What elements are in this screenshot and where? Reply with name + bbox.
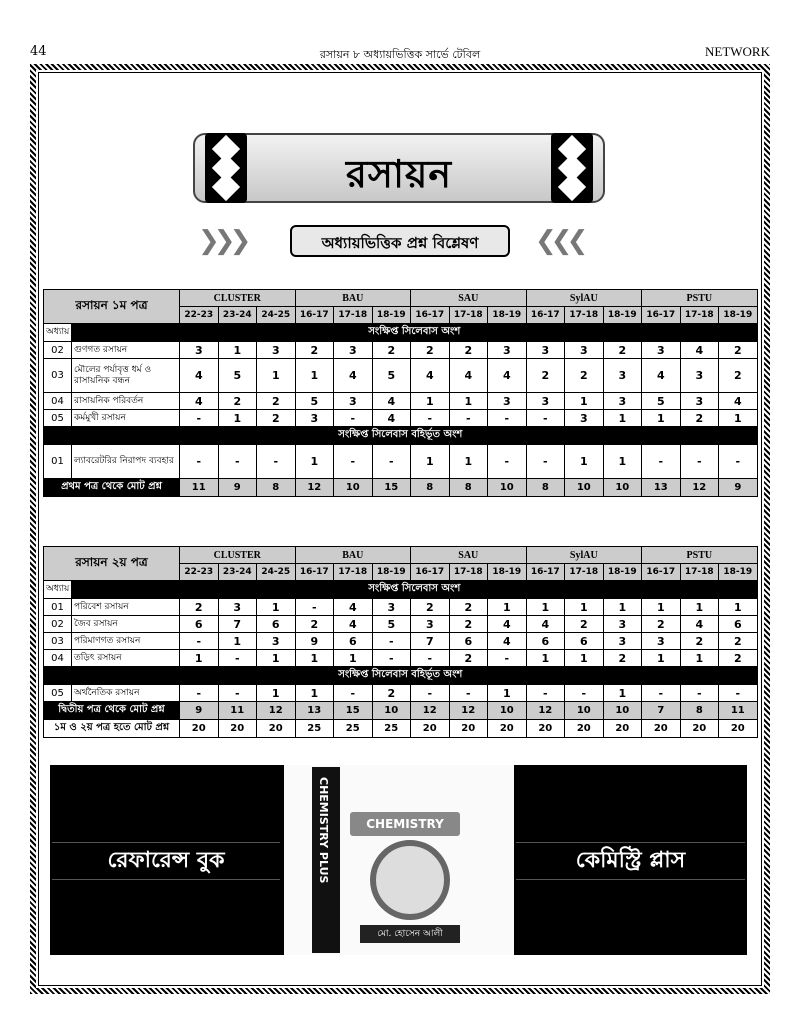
session-header: 17-18 — [334, 564, 373, 581]
question-count: 7 — [218, 616, 257, 633]
session-header: 16-17 — [295, 307, 334, 324]
question-count: 2 — [719, 633, 758, 650]
section-heading: সংক্ষিপ্ত সিলেবাস অংশ — [72, 581, 758, 599]
question-count: 4 — [642, 359, 681, 393]
session-header: 17-18 — [565, 564, 604, 581]
table-row — [44, 410, 758, 427]
grand-total-count: 20 — [680, 720, 719, 738]
session-header: 17-18 — [565, 307, 604, 324]
table-row — [44, 685, 758, 702]
cover-title: CHEMISTRY — [350, 812, 460, 836]
total-count: 10 — [565, 479, 604, 497]
question-count: 6 — [565, 633, 604, 650]
question-count: 1 — [411, 445, 450, 479]
chapter-number: 05 — [44, 410, 72, 427]
question-count: - — [526, 410, 565, 427]
table-row — [44, 616, 758, 633]
question-count: 1 — [526, 599, 565, 616]
question-count: 2 — [411, 599, 450, 616]
question-count: 3 — [334, 342, 373, 359]
cover-emblem — [370, 840, 450, 920]
page-number: 44 — [30, 44, 47, 59]
question-count: 1 — [565, 393, 604, 410]
question-count: 1 — [449, 393, 488, 410]
chapter-name: পরিমাণগত রসায়ন — [72, 633, 180, 650]
section-heading: সংক্ষিপ্ত সিলেবাস অংশ — [72, 324, 758, 342]
question-count: 1 — [642, 410, 681, 427]
question-count: 2 — [719, 342, 758, 359]
session-header: 17-18 — [449, 307, 488, 324]
session-header: 16-17 — [526, 564, 565, 581]
question-count: - — [642, 685, 681, 702]
total-count: 12 — [680, 479, 719, 497]
university-header: BAU — [295, 290, 411, 307]
question-count: 1 — [257, 650, 296, 667]
question-count: - — [411, 650, 450, 667]
chapter-number: 02 — [44, 342, 72, 359]
grand-total-count: 25 — [334, 720, 373, 738]
grand-total-count: 20 — [526, 720, 565, 738]
grand-total-count: 20 — [642, 720, 681, 738]
question-count: 1 — [218, 633, 257, 650]
chapter-number: 01 — [44, 599, 72, 616]
university-header: PSTU — [642, 290, 758, 307]
subtitle-box: অধ্যায়ভিত্তিক প্রশ্ন বিশ্লেষণ — [290, 225, 510, 257]
question-count: 4 — [372, 410, 411, 427]
question-count: 5 — [642, 393, 681, 410]
total-count: 12 — [411, 702, 450, 720]
question-count: 7 — [411, 633, 450, 650]
question-count: 1 — [180, 650, 219, 667]
question-count: 1 — [680, 650, 719, 667]
question-count: - — [488, 445, 527, 479]
question-count: 1 — [719, 410, 758, 427]
question-count: 1 — [411, 393, 450, 410]
question-count: - — [180, 633, 219, 650]
question-count: 1 — [257, 685, 296, 702]
grand-total-count: 20 — [257, 720, 296, 738]
university-header: SylAU — [526, 290, 642, 307]
question-count: - — [719, 445, 758, 479]
session-header: 18-19 — [719, 307, 758, 324]
session-header: 16-17 — [526, 307, 565, 324]
chevron-right-icon: ❯❯❯ — [198, 226, 246, 256]
total-count: 8 — [411, 479, 450, 497]
reference-book-label: রেফারেন্স বুক — [52, 842, 280, 880]
total-count: 10 — [488, 479, 527, 497]
table-row — [44, 359, 758, 393]
total-count: 10 — [334, 479, 373, 497]
question-count: 2 — [642, 616, 681, 633]
total-count: 11 — [719, 702, 758, 720]
question-count: 3 — [488, 342, 527, 359]
grand-total-count: 20 — [218, 720, 257, 738]
question-count: 2 — [372, 685, 411, 702]
total-count: 15 — [334, 702, 373, 720]
banner-right-cap — [551, 133, 593, 203]
question-count: 1 — [334, 650, 373, 667]
question-count: 1 — [449, 445, 488, 479]
session-header: 16-17 — [295, 564, 334, 581]
chapter-number: 04 — [44, 393, 72, 410]
question-count: - — [488, 410, 527, 427]
question-count: - — [218, 650, 257, 667]
question-count: - — [449, 410, 488, 427]
session-header: 24-25 — [257, 564, 296, 581]
question-count: 1 — [642, 650, 681, 667]
book-name-label: কেমিস্ট্রি প্লাস — [516, 842, 745, 880]
total-count: 13 — [642, 479, 681, 497]
total-count: 10 — [603, 479, 642, 497]
title-banner — [193, 133, 605, 203]
question-count: - — [680, 685, 719, 702]
session-header: 16-17 — [642, 564, 681, 581]
total-count: 8 — [526, 479, 565, 497]
question-count: 2 — [603, 342, 642, 359]
banner-title: রসায়ন — [345, 152, 453, 196]
question-count: 3 — [334, 393, 373, 410]
question-count: 1 — [295, 445, 334, 479]
question-count: - — [334, 445, 373, 479]
table-row — [44, 633, 758, 650]
question-count: - — [180, 445, 219, 479]
question-count: 1 — [603, 445, 642, 479]
session-header: 23-24 — [218, 307, 257, 324]
question-count: 1 — [719, 599, 758, 616]
chapter-name: কর্মমুখী রসায়ন — [72, 410, 180, 427]
university-header: PSTU — [642, 547, 758, 564]
question-count: 2 — [257, 393, 296, 410]
chapter-name: পরিবেশ রসায়ন — [72, 599, 180, 616]
table-row — [44, 599, 758, 616]
chapter-number: 03 — [44, 633, 72, 650]
question-count: 5 — [372, 616, 411, 633]
cover-author: মো. হোসেন আলী — [360, 925, 460, 943]
total-count: 10 — [603, 702, 642, 720]
question-count: 1 — [526, 650, 565, 667]
question-count: - — [180, 410, 219, 427]
question-count: 3 — [603, 616, 642, 633]
question-count: 2 — [411, 342, 450, 359]
total-count: 9 — [218, 479, 257, 497]
total-count: 8 — [257, 479, 296, 497]
question-count: 1 — [295, 685, 334, 702]
question-count: 5 — [218, 359, 257, 393]
running-title: রসায়ন ৮ অধ্যায়ভিত্তিক সার্ভে টেবিল — [319, 48, 481, 61]
question-count: - — [449, 685, 488, 702]
total-count: 15 — [372, 479, 411, 497]
question-count: 3 — [526, 393, 565, 410]
question-count: 2 — [449, 342, 488, 359]
university-header: CLUSTER — [180, 290, 296, 307]
chapter-name: তড়িৎ রসায়ন — [72, 650, 180, 667]
total-count: 8 — [680, 702, 719, 720]
question-count: - — [372, 650, 411, 667]
table-title: রসায়ন ১ম পত্র — [44, 290, 180, 324]
session-header: 18-19 — [488, 307, 527, 324]
question-count: 2 — [449, 599, 488, 616]
question-count: 2 — [372, 342, 411, 359]
question-count: 3 — [680, 359, 719, 393]
chapter-column-header: অধ্যায় — [44, 324, 72, 342]
question-count: 1 — [565, 445, 604, 479]
question-count: - — [180, 685, 219, 702]
grand-total-count: 25 — [295, 720, 334, 738]
question-count: 2 — [180, 599, 219, 616]
session-header: 24-25 — [257, 307, 296, 324]
table-row — [44, 650, 758, 667]
chapter-name: গুণগত রসায়ন — [72, 342, 180, 359]
grand-total-count: 25 — [372, 720, 411, 738]
total-count: 8 — [449, 479, 488, 497]
chapter-number: 03 — [44, 359, 72, 393]
question-count: 2 — [449, 650, 488, 667]
question-count: 2 — [719, 359, 758, 393]
question-count: 1 — [295, 650, 334, 667]
question-count: 4 — [719, 393, 758, 410]
question-count: 4 — [526, 616, 565, 633]
question-count: 1 — [603, 599, 642, 616]
session-header: 22-23 — [180, 564, 219, 581]
session-header: 18-19 — [603, 564, 642, 581]
university-header: SylAU — [526, 547, 642, 564]
question-count: 3 — [642, 633, 681, 650]
total-label: দ্বিতীয় পত্র থেকে মোট প্রশ্ন — [44, 702, 180, 720]
total-count: 12 — [526, 702, 565, 720]
question-count: 4 — [334, 616, 373, 633]
session-header: 23-24 — [218, 564, 257, 581]
question-count: 6 — [526, 633, 565, 650]
chapter-number: 01 — [44, 445, 72, 479]
question-count: 2 — [526, 359, 565, 393]
chapter-column-header: অধ্যায় — [44, 581, 72, 599]
question-count: 4 — [488, 633, 527, 650]
spine-text: CHEMISTRY PLUS — [317, 777, 330, 884]
question-count: 1 — [565, 599, 604, 616]
table-row — [44, 342, 758, 359]
total-count: 7 — [642, 702, 681, 720]
question-count: 4 — [449, 359, 488, 393]
section-heading: সংক্ষিপ্ত সিলেবাস বহির্ভূত অংশ — [44, 667, 758, 685]
question-count: 6 — [719, 616, 758, 633]
total-label: প্রথম পত্র থেকে মোট প্রশ্ন — [44, 479, 180, 497]
question-count: - — [295, 599, 334, 616]
question-count: 4 — [180, 393, 219, 410]
question-count: - — [257, 445, 296, 479]
question-count: 6 — [334, 633, 373, 650]
total-count: 12 — [257, 702, 296, 720]
question-count: 3 — [565, 410, 604, 427]
question-count: 2 — [603, 650, 642, 667]
question-count: 2 — [295, 342, 334, 359]
question-count: - — [334, 410, 373, 427]
question-count: 4 — [334, 359, 373, 393]
session-header: 16-17 — [411, 307, 450, 324]
question-count: 3 — [642, 342, 681, 359]
total-count: 9 — [180, 702, 219, 720]
grand-total-count: 20 — [411, 720, 450, 738]
question-count: 3 — [411, 616, 450, 633]
question-count: 1 — [565, 650, 604, 667]
chapter-name: রাসায়নিক পরিবর্তন — [72, 393, 180, 410]
table-row — [44, 393, 758, 410]
chapter-number: 02 — [44, 616, 72, 633]
question-count: 4 — [488, 359, 527, 393]
total-count: 9 — [719, 479, 758, 497]
total-count: 11 — [180, 479, 219, 497]
university-header: SAU — [411, 290, 527, 307]
question-count: 2 — [257, 410, 296, 427]
question-count: 3 — [603, 393, 642, 410]
grand-total-count: 20 — [449, 720, 488, 738]
question-count: 3 — [257, 342, 296, 359]
book-spine — [312, 767, 340, 953]
question-count: - — [372, 633, 411, 650]
question-count: 1 — [295, 359, 334, 393]
question-count: 3 — [488, 393, 527, 410]
question-count: 3 — [372, 599, 411, 616]
question-count: 2 — [680, 633, 719, 650]
question-count: 3 — [180, 342, 219, 359]
grand-total-count: 20 — [488, 720, 527, 738]
grand-total-count: 20 — [180, 720, 219, 738]
session-header: 22-23 — [180, 307, 219, 324]
question-count: 4 — [488, 616, 527, 633]
question-count: 2 — [680, 410, 719, 427]
university-header: BAU — [295, 547, 411, 564]
question-count: 4 — [180, 359, 219, 393]
question-count: 6 — [180, 616, 219, 633]
question-count: 3 — [603, 359, 642, 393]
question-count: 3 — [257, 633, 296, 650]
chapter-name: ল্যাবরেটরির নিরাপদ ব্যবহার — [72, 445, 180, 479]
question-count: 2 — [719, 650, 758, 667]
table-row — [44, 445, 758, 479]
session-header: 16-17 — [642, 307, 681, 324]
question-count: 1 — [257, 359, 296, 393]
question-count: 2 — [449, 616, 488, 633]
question-count: 1 — [603, 410, 642, 427]
question-count: - — [411, 685, 450, 702]
question-count: 9 — [295, 633, 334, 650]
session-header: 18-19 — [603, 307, 642, 324]
chapter-name: মৌলের পর্যাবৃত্ত ধর্ম ও রাসায়নিক বন্ধন — [72, 359, 180, 393]
question-count: - — [411, 410, 450, 427]
total-count: 10 — [565, 702, 604, 720]
question-count: - — [218, 685, 257, 702]
question-count: 3 — [526, 342, 565, 359]
session-header: 16-17 — [411, 564, 450, 581]
chapter-name: অর্থনৈতিক রসায়ন — [72, 685, 180, 702]
question-count: 1 — [603, 685, 642, 702]
total-count: 11 — [218, 702, 257, 720]
question-count: 4 — [334, 599, 373, 616]
grand-total-count: 20 — [565, 720, 604, 738]
question-count: 6 — [449, 633, 488, 650]
question-count: 1 — [680, 599, 719, 616]
question-count: 1 — [642, 599, 681, 616]
question-count: 2 — [295, 616, 334, 633]
chapter-name: জৈব রসায়ন — [72, 616, 180, 633]
question-count: 1 — [218, 410, 257, 427]
question-count: 4 — [372, 393, 411, 410]
question-count: 4 — [411, 359, 450, 393]
total-count: 12 — [449, 702, 488, 720]
session-header: 17-18 — [680, 307, 719, 324]
question-count: 5 — [295, 393, 334, 410]
total-count: 12 — [295, 479, 334, 497]
question-count: - — [334, 685, 373, 702]
session-header: 18-19 — [719, 564, 758, 581]
question-count: - — [526, 445, 565, 479]
question-count: 5 — [372, 359, 411, 393]
question-count: 3 — [603, 633, 642, 650]
question-count: 4 — [680, 342, 719, 359]
section-heading: সংক্ষিপ্ত সিলেবাস বহির্ভূত অংশ — [44, 427, 758, 445]
question-count: 2 — [218, 393, 257, 410]
question-count: - — [488, 650, 527, 667]
question-count: 3 — [295, 410, 334, 427]
chevron-left-icon: ❮❮❮ — [535, 226, 583, 256]
session-header: 18-19 — [372, 307, 411, 324]
question-count: - — [719, 685, 758, 702]
brand-name: NETWORK — [705, 44, 770, 59]
question-count: 1 — [218, 342, 257, 359]
university-header: SAU — [411, 547, 527, 564]
grand-total-count: 20 — [603, 720, 642, 738]
question-count: - — [372, 445, 411, 479]
chapter-number: 04 — [44, 650, 72, 667]
question-count: - — [642, 445, 681, 479]
session-header: 18-19 — [488, 564, 527, 581]
total-count: 10 — [372, 702, 411, 720]
question-count: - — [526, 685, 565, 702]
question-count: 6 — [257, 616, 296, 633]
grand-total-label: ১ম ও ২য় পত্র হতে মোট প্রশ্ন — [44, 720, 180, 738]
question-count: 2 — [565, 359, 604, 393]
total-count: 13 — [295, 702, 334, 720]
question-count: 1 — [488, 685, 527, 702]
grand-total-count: 20 — [719, 720, 758, 738]
question-count: 1 — [257, 599, 296, 616]
table-title: রসায়ন ২য় পত্র — [44, 547, 180, 581]
second-paper-table — [43, 546, 758, 738]
first-paper-table — [43, 289, 758, 497]
question-count: - — [565, 685, 604, 702]
total-count: 10 — [488, 702, 527, 720]
question-count: 3 — [565, 342, 604, 359]
university-header: CLUSTER — [180, 547, 296, 564]
session-header: 17-18 — [449, 564, 488, 581]
question-count: 1 — [488, 599, 527, 616]
question-count: - — [680, 445, 719, 479]
session-header: 18-19 — [372, 564, 411, 581]
session-header: 17-18 — [334, 307, 373, 324]
chapter-number: 05 — [44, 685, 72, 702]
question-count: - — [218, 445, 257, 479]
question-count: 2 — [565, 616, 604, 633]
question-count: 3 — [680, 393, 719, 410]
question-count: 3 — [218, 599, 257, 616]
diamond-icon — [558, 173, 586, 201]
question-count: 4 — [680, 616, 719, 633]
session-header: 17-18 — [680, 564, 719, 581]
